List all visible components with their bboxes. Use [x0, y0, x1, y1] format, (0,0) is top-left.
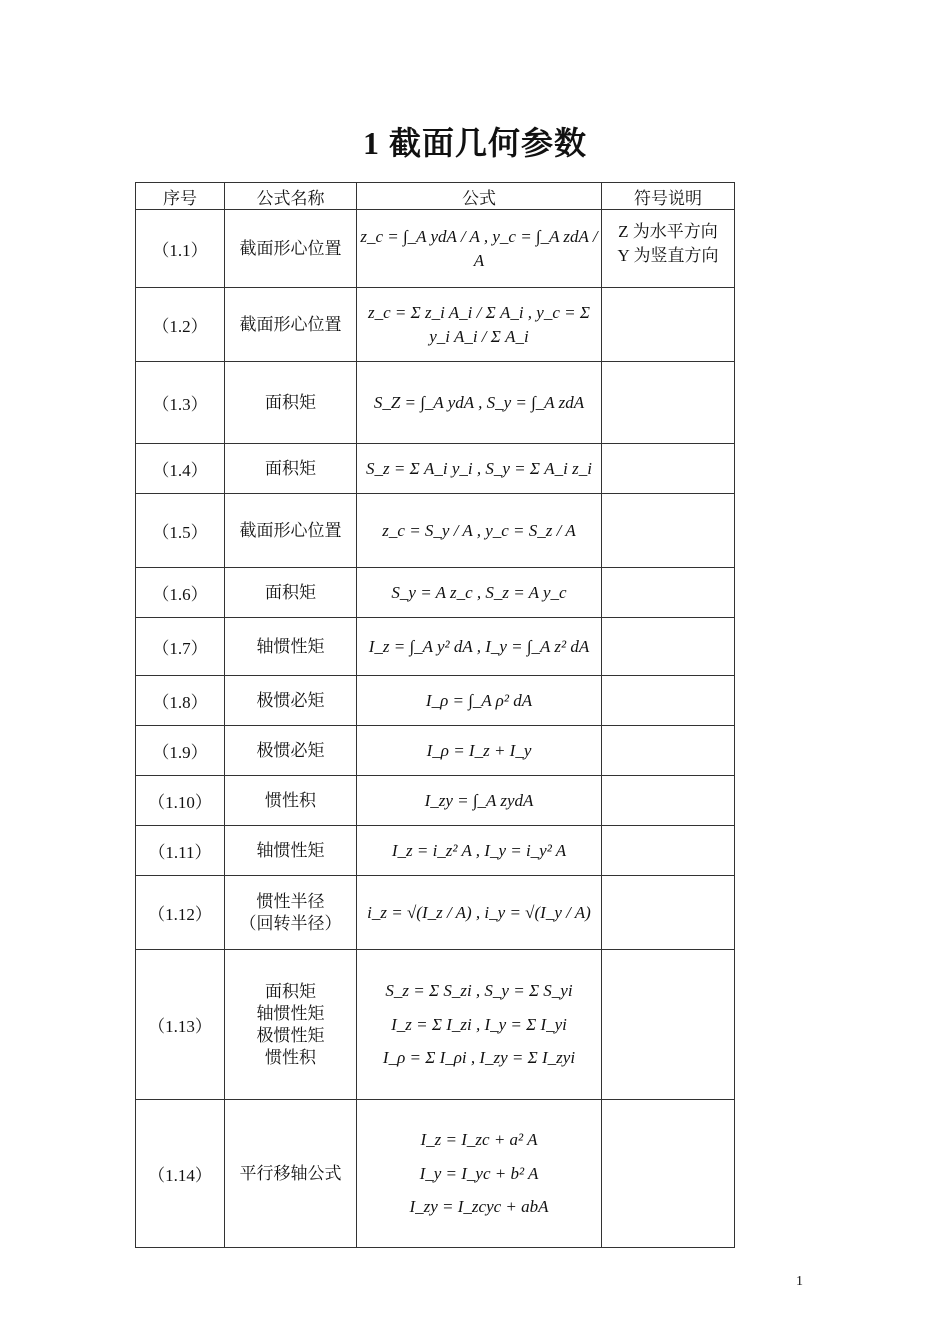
formula-expression: z_c = S_y / A , y_c = S_z / A	[382, 520, 576, 540]
formula-name: 极惯必矩	[256, 740, 325, 760]
formula-number: （1.3）	[136, 362, 225, 444]
formula-name: 截面形心位置	[239, 520, 342, 540]
formula-number: （1.11）	[136, 826, 225, 876]
formula-name: 面积矩	[265, 981, 316, 1001]
column-header-formula: 公式	[357, 183, 602, 210]
formula-cell	[357, 362, 602, 444]
formula-cell	[357, 494, 602, 568]
formula-expression: S_z = Σ S_zi , S_y = Σ S_yi	[385, 981, 573, 1000]
formula-name: 轴惯性矩	[256, 840, 325, 860]
formula-number: （1.10）	[136, 776, 225, 826]
table-row	[136, 726, 735, 776]
formula-name-cell	[225, 210, 357, 288]
formula-cell	[357, 618, 602, 676]
formula-cell	[357, 676, 602, 726]
formula-name: 惯性半径	[256, 891, 325, 911]
formula-number: （1.5）	[136, 494, 225, 568]
formula-cell	[357, 876, 602, 950]
formula-name-cell	[225, 444, 357, 494]
table-row	[136, 618, 735, 676]
formula-name-cell	[225, 618, 357, 676]
formula-expression: I_zy = ∫_A zydA	[424, 790, 534, 810]
table-row	[136, 950, 735, 1100]
formula-cell	[357, 568, 602, 618]
formula-expression: S_y = A z_c , S_z = A y_c	[391, 582, 567, 602]
symbol-note-cell	[602, 826, 735, 876]
formula-name: 面积矩	[265, 392, 316, 412]
formula-name: 惯性积	[265, 790, 316, 810]
column-header-notes: 符号说明	[602, 183, 735, 210]
formula-expression: z_c = Σ z_i A_i / Σ A_i , y_c = Σ y_i A_i / Σ A_i	[368, 302, 590, 346]
formula-name-cell	[225, 776, 357, 826]
formula-number: （1.13）	[136, 950, 225, 1100]
formula-name-cell	[225, 288, 357, 362]
formula-name-cell	[225, 676, 357, 726]
formula-expression: I_y = I_yc + b² A	[419, 1163, 539, 1183]
formula-expression: S_z = Σ A_i y_i , S_y = Σ A_i z_i	[366, 458, 592, 478]
formula-expression: I_zy = I_zcyc + abA	[409, 1197, 549, 1216]
symbol-note-cell	[602, 1100, 735, 1248]
formula-number: （1.12）	[136, 876, 225, 950]
formula-number: （1.6）	[136, 568, 225, 618]
formula-number: （1.2）	[136, 288, 225, 362]
formula-cell	[357, 288, 602, 362]
table-row	[136, 876, 735, 950]
table-body	[136, 210, 735, 1248]
formula-name: 截面形心位置	[239, 238, 342, 258]
formula-expression: i_z = √(I_z / A) , i_y = √(I_y / A)	[367, 902, 591, 922]
symbol-note-cell	[602, 568, 735, 618]
formula-number: （1.4）	[136, 444, 225, 494]
table-row	[136, 776, 735, 826]
symbol-note-cell	[602, 950, 735, 1100]
formula-name: 惯性积	[265, 1047, 316, 1067]
formula-expression: I_z = ∫_A y² dA , I_y = ∫_A z² dA	[368, 636, 590, 656]
formula-cell	[357, 776, 602, 826]
table-row	[136, 1100, 735, 1248]
symbol-note-cell	[602, 676, 735, 726]
formula-name: 面积矩	[265, 582, 316, 602]
table-row	[136, 494, 735, 568]
formula-name-cell	[225, 950, 357, 1100]
formula-number: （1.7）	[136, 618, 225, 676]
formula-expression: I_z = i_z² A , I_y = i_y² A	[391, 840, 567, 860]
formula-number: （1.8）	[136, 676, 225, 726]
symbol-note-cell	[602, 618, 735, 676]
formula-name-cell	[225, 362, 357, 444]
symbol-note-cell	[602, 362, 735, 444]
formula-name: 截面形心位置	[239, 314, 342, 334]
formula-name-cell	[225, 826, 357, 876]
formula-number: （1.14）	[136, 1100, 225, 1248]
formula-name-cell	[225, 568, 357, 618]
formula-name: 极惯性矩	[256, 1025, 325, 1045]
table-row	[136, 568, 735, 618]
symbol-note-cell	[602, 288, 735, 362]
formula-expression: z_c = ∫_A ydA / A , y_c = ∫_A zdA / A	[360, 226, 598, 270]
formula-cell	[357, 210, 602, 288]
symbol-note-cell	[602, 776, 735, 826]
table-row	[136, 210, 735, 288]
formula-name-cell	[225, 726, 357, 776]
table-row	[136, 444, 735, 494]
symbol-note-cell	[602, 210, 735, 288]
formula-cell	[357, 826, 602, 876]
formula-name: 平行移轴公式	[239, 1163, 342, 1183]
table-row	[136, 362, 735, 444]
formula-name: 极惯必矩	[256, 690, 325, 710]
formula-name-cell	[225, 494, 357, 568]
formula-cell	[357, 950, 602, 1100]
symbol-note-cell	[602, 444, 735, 494]
formula-expression: I_ρ = Σ I_ρi , I_zy = Σ I_zyi	[382, 1048, 576, 1067]
page-title: 1 截面几何参数	[362, 125, 587, 161]
page-number: 1	[796, 1274, 803, 1289]
formula-table	[135, 182, 735, 1248]
formula-number: （1.9）	[136, 726, 225, 776]
formula-name: 轴惯性矩	[256, 1003, 325, 1023]
formula-name: 轴惯性矩	[256, 636, 325, 656]
formula-name-cell	[225, 876, 357, 950]
table-header-row	[136, 183, 735, 210]
formula-cell	[357, 1100, 602, 1248]
column-header-no: 序号	[136, 183, 225, 210]
formula-cell	[357, 444, 602, 494]
symbol-note-cell	[602, 726, 735, 776]
formula-expression: I_z = I_zc + a² A	[420, 1130, 538, 1149]
table-row	[136, 826, 735, 876]
formula-expression: I_ρ = I_z + I_y	[426, 740, 532, 760]
formula-cell	[357, 726, 602, 776]
formula-name-cell	[225, 1100, 357, 1248]
symbol-note-cell	[602, 494, 735, 568]
symbol-note: Z 为水平方向	[618, 222, 718, 241]
table-row	[136, 288, 735, 362]
column-header-name: 公式名称	[225, 183, 357, 210]
formula-expression: I_z = Σ I_zi , I_y = Σ I_yi	[391, 1014, 567, 1034]
formula-expression: I_ρ = ∫_A ρ² dA	[425, 690, 533, 710]
symbol-note: Y 为竖直方向	[617, 246, 719, 265]
formula-name: （回转半径）	[239, 913, 342, 933]
table-row	[136, 676, 735, 726]
formula-name: 面积矩	[265, 458, 316, 478]
formula-number: （1.1）	[136, 210, 225, 288]
symbol-note-cell	[602, 876, 735, 950]
formula-expression: S_Z = ∫_A ydA , S_y = ∫_A zdA	[373, 392, 585, 412]
